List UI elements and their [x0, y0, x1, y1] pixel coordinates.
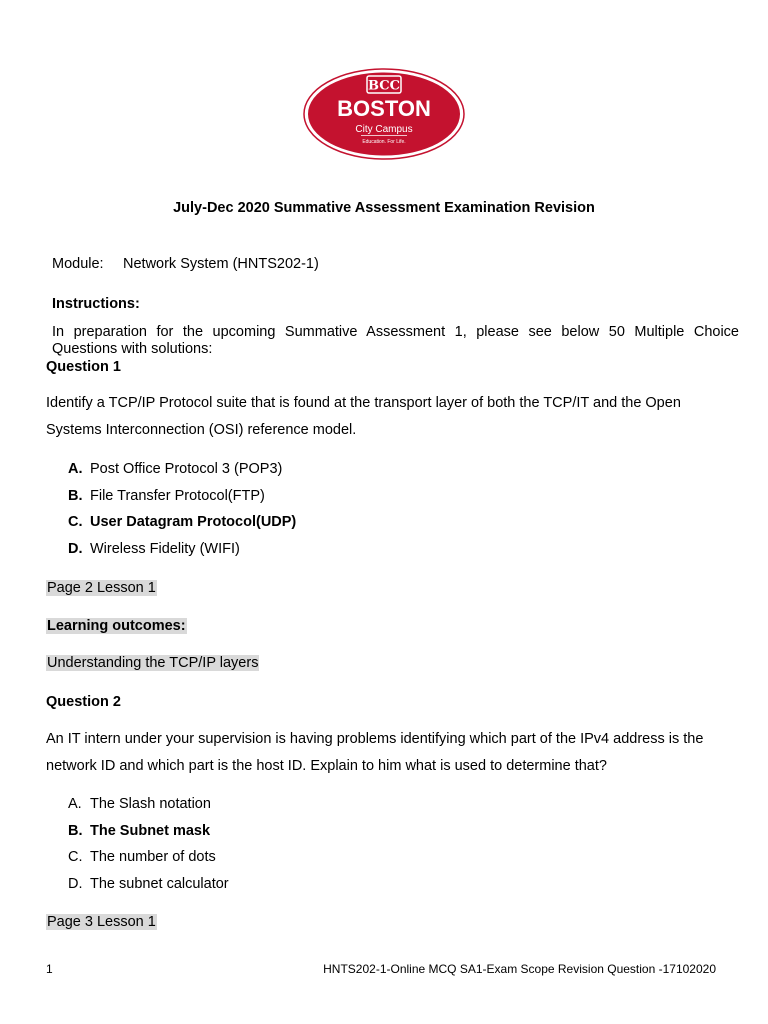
- instructions-heading: Instructions:: [52, 296, 140, 312]
- question-2-heading: Question 2: [46, 694, 121, 710]
- svg-text:BOSTON: BOSTON: [337, 96, 431, 121]
- question-1-reference: Page 2 Lesson 1: [47, 580, 156, 596]
- option-letter: D.: [68, 540, 83, 557]
- question-2-reference: Page 3 Lesson 1: [47, 914, 156, 930]
- question-1-heading: Question 1: [46, 359, 121, 375]
- question-2-option-a: [68, 794, 229, 821]
- footer-document-id: HNTS202-1-Online MCQ SA1-Exam Scope Revision Question -17102020: [323, 962, 716, 976]
- module-label: Module:: [52, 256, 104, 272]
- option-text: Wireless Fidelity (WIFI): [90, 540, 240, 557]
- question-1-option-c-correct: [68, 512, 296, 539]
- option-letter: B.: [68, 487, 83, 504]
- question-2-text: An IT intern under your supervision is having problems identifying which part of the IPv4 address is the network ID and which part is the host ID. Explain to him what is used to determine that?: [46, 731, 704, 774]
- question-2-option-b-correct: [68, 821, 229, 848]
- question-1-option-a: [68, 459, 296, 486]
- question-1-options: [68, 459, 296, 565]
- learning-outcome-text: Understanding the TCP/IP layers: [47, 655, 259, 671]
- svg-text:City Campus: City Campus: [355, 124, 413, 135]
- option-letter: C.: [68, 849, 83, 865]
- question-1-option-b: [68, 486, 296, 513]
- option-letter: D.: [68, 875, 83, 892]
- option-letter: B.: [68, 822, 83, 839]
- boston-city-campus-logo: [303, 68, 465, 160]
- instructions-line-2: Questions with solutions:: [52, 341, 213, 357]
- learning-outcomes-heading: Learning outcomes:: [47, 618, 186, 634]
- option-text: The subnet calculator: [90, 875, 229, 892]
- question-1-text: Identify a TCP/IP Protocol suite that is found at the transport layer of both the TCP/IT and the Open Systems Interconnection (OSI) reference model.: [46, 395, 681, 438]
- question-1-option-d: [68, 539, 296, 566]
- question-2-options: [68, 794, 229, 900]
- option-letter: A.: [68, 796, 82, 812]
- instructions-line-1: In preparation for the upcoming Summative Assessment 1, please see below 50 Multiple Choice: [52, 324, 739, 340]
- svg-text:Education. For Life.: Education. For Life.: [362, 139, 406, 145]
- option-text: The number of dots: [90, 849, 216, 865]
- option-text: User Datagram Protocol(UDP): [90, 514, 297, 530]
- option-letter: C.: [68, 514, 83, 530]
- option-text: The Subnet mask: [90, 822, 211, 839]
- option-text: Post Office Protocol 3 (POP3): [90, 461, 283, 477]
- document-title: July-Dec 2020 Summative Assessment Examination Revision: [173, 200, 595, 216]
- instructions-text: [52, 324, 739, 358]
- option-letter: A.: [68, 461, 83, 477]
- option-text: File Transfer Protocol(FTP): [90, 487, 265, 504]
- module-value: Network System (HNTS202-1): [123, 256, 319, 272]
- option-text: The Slash notation: [90, 796, 211, 812]
- module-line: [52, 256, 319, 272]
- svg-text:BCC: BCC: [368, 78, 400, 94]
- question-2-option-d: [68, 874, 229, 901]
- question-2-option-c: [68, 847, 229, 874]
- footer-page-number: 1: [46, 962, 53, 976]
